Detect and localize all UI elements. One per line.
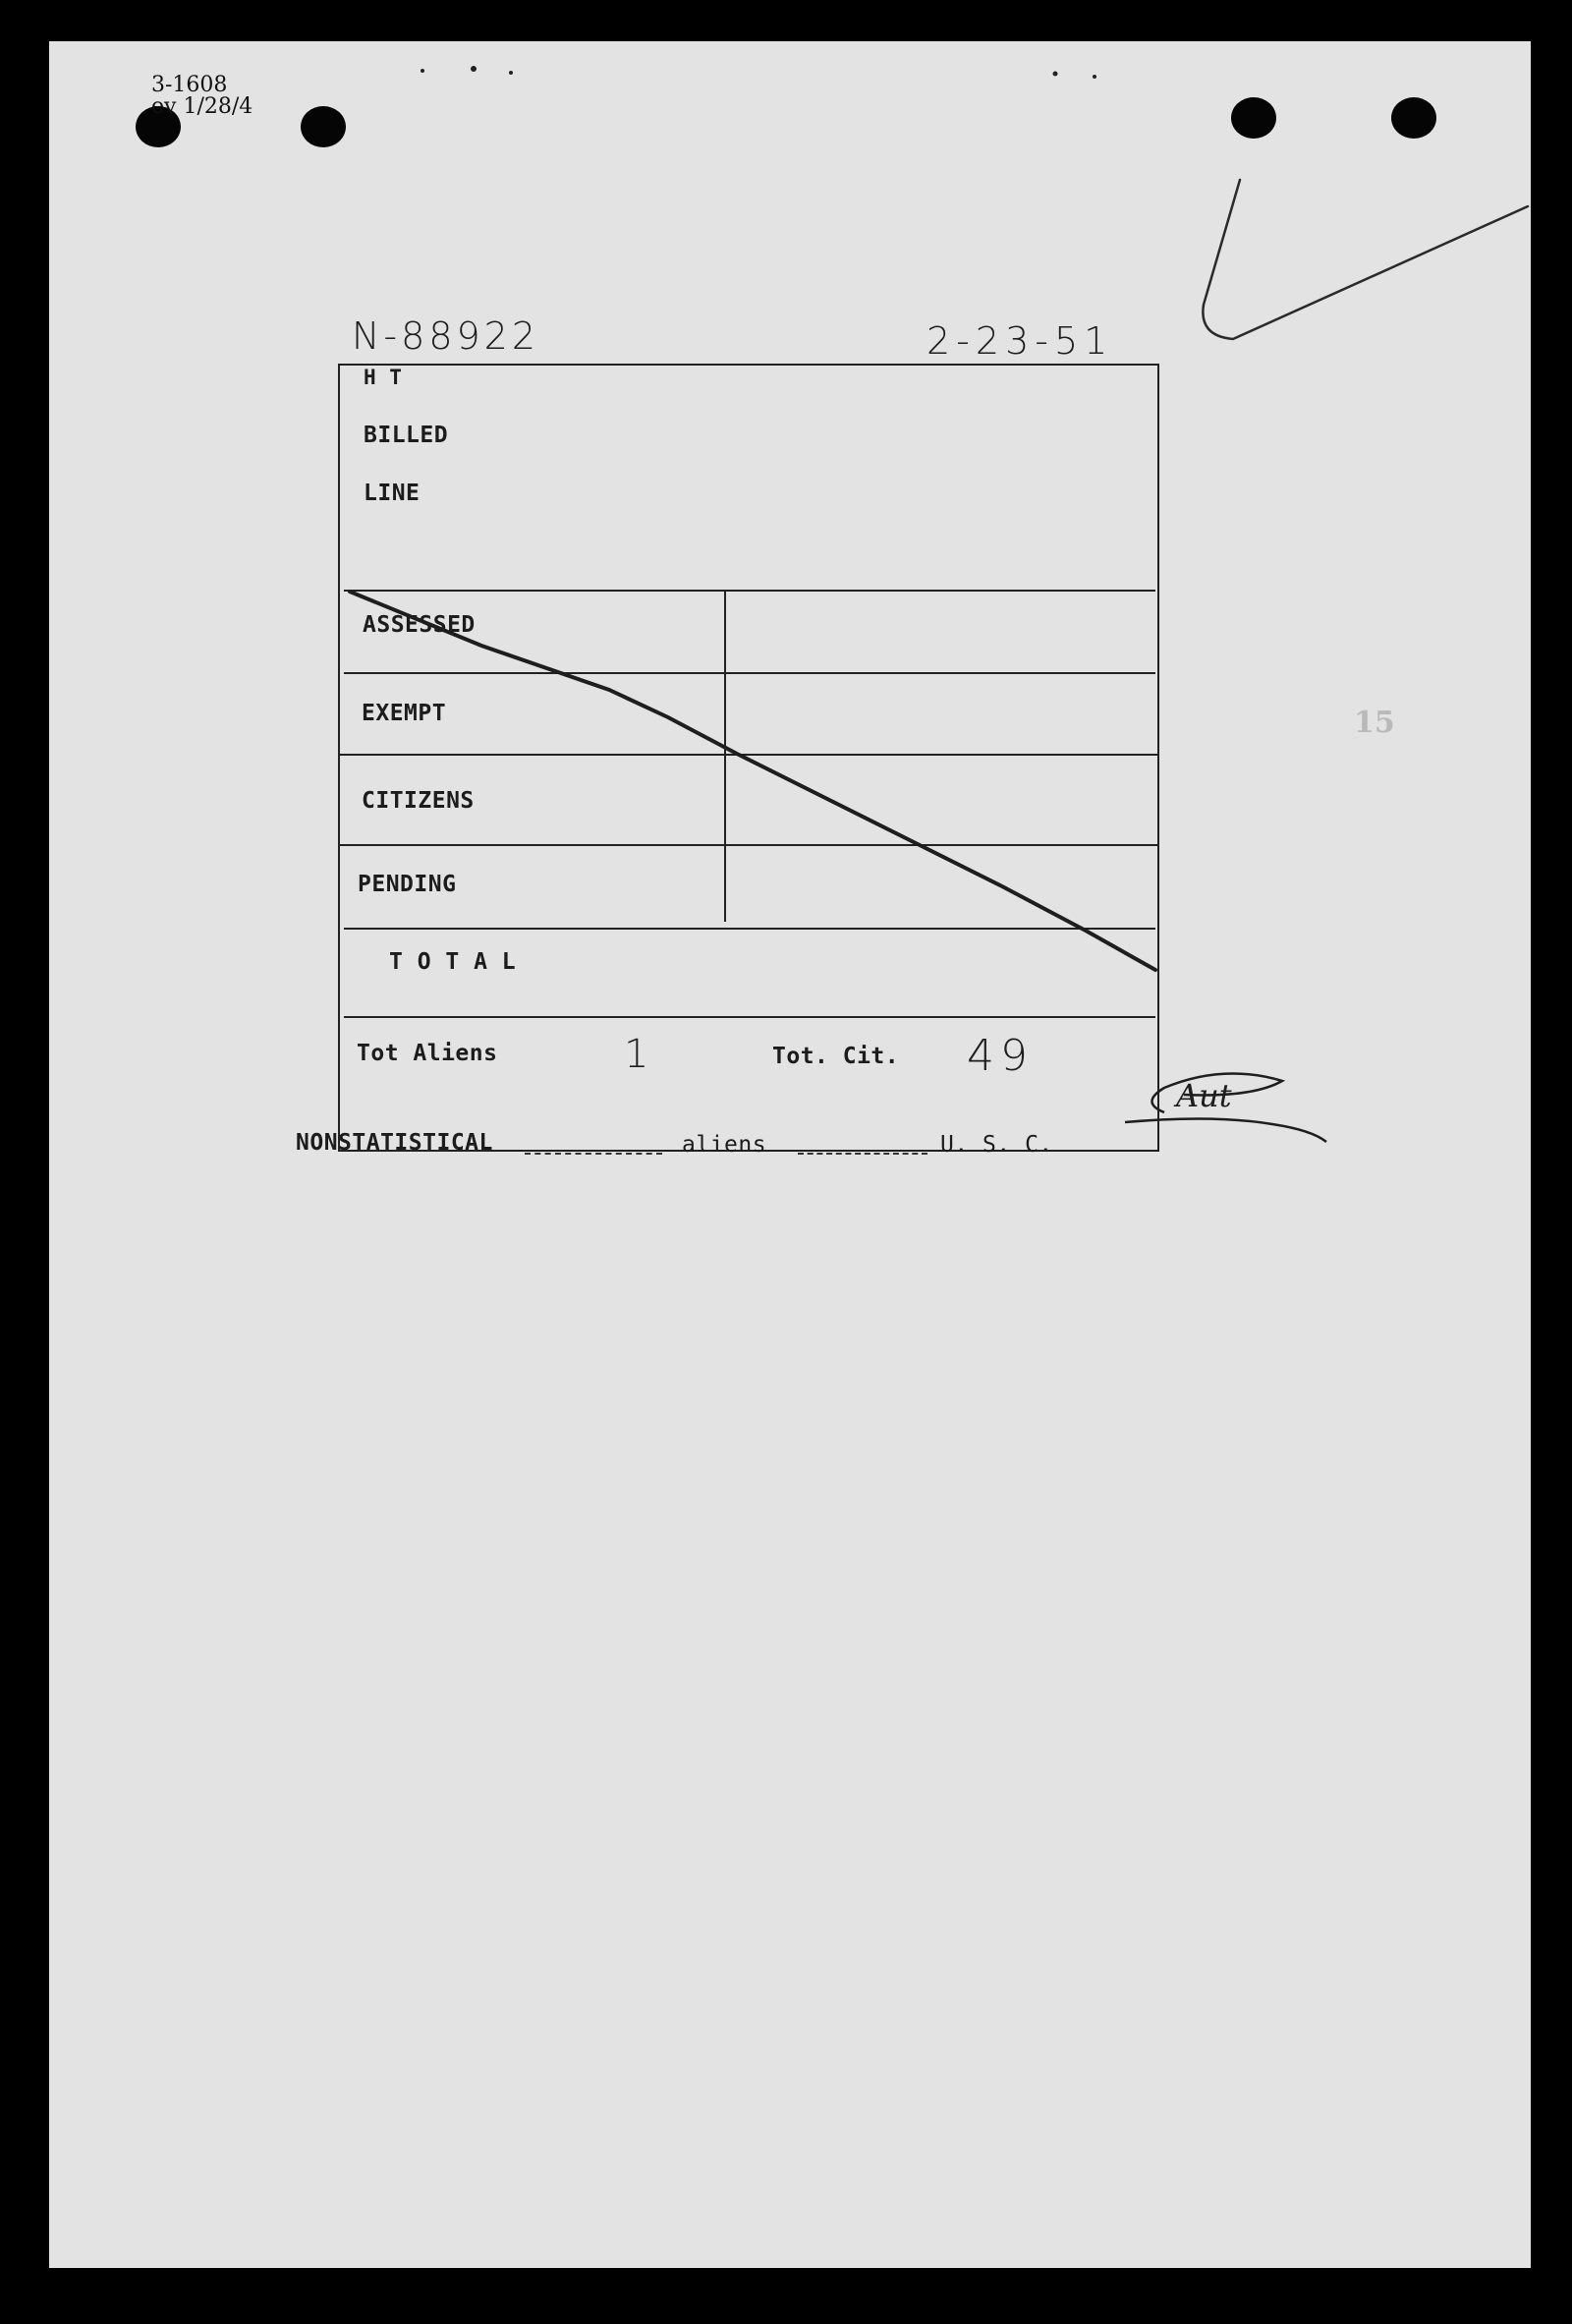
row-label-citizens: CITIZENS bbox=[362, 788, 475, 814]
date-handwritten: 2-23-51 bbox=[926, 319, 1114, 363]
usc-label: U. S. C. bbox=[940, 1132, 1053, 1158]
row-label-total: T O T A L bbox=[389, 949, 517, 975]
row-label-pending: PENDING bbox=[358, 872, 457, 897]
initials-signature bbox=[1105, 1044, 1361, 1152]
row-label-billed: BILLED bbox=[364, 423, 449, 448]
aliens-label: aliens bbox=[682, 1132, 767, 1158]
nonstatistical-blank-2 bbox=[798, 1153, 927, 1155]
total-citizens-label: Tot. Cit. bbox=[772, 1044, 900, 1069]
document-page bbox=[49, 41, 1531, 2268]
nonstatistical-label: NONSTATISTICAL bbox=[296, 1130, 493, 1156]
form-code-line-2: ev 1/28/4 bbox=[151, 94, 253, 119]
manifest-number: N-88922 bbox=[352, 314, 540, 358]
nonstatistical-blank-1 bbox=[525, 1153, 662, 1155]
row-label-line: LINE bbox=[364, 481, 421, 506]
row-label-exempt: EXEMPT bbox=[362, 701, 447, 726]
total-aliens-value: 1 bbox=[624, 1032, 649, 1077]
total-aliens-label: Tot Aliens bbox=[357, 1041, 498, 1066]
form-code-line-1: 3-1608 bbox=[151, 73, 228, 97]
total-citizens-value: 49 bbox=[967, 1031, 1034, 1081]
initials-text: Aut bbox=[1176, 1077, 1232, 1114]
row-label-ht: H T bbox=[364, 366, 403, 389]
row-label-assessed: ASSESSED bbox=[363, 612, 476, 638]
page-number-stamp: 15 bbox=[1354, 706, 1395, 740]
